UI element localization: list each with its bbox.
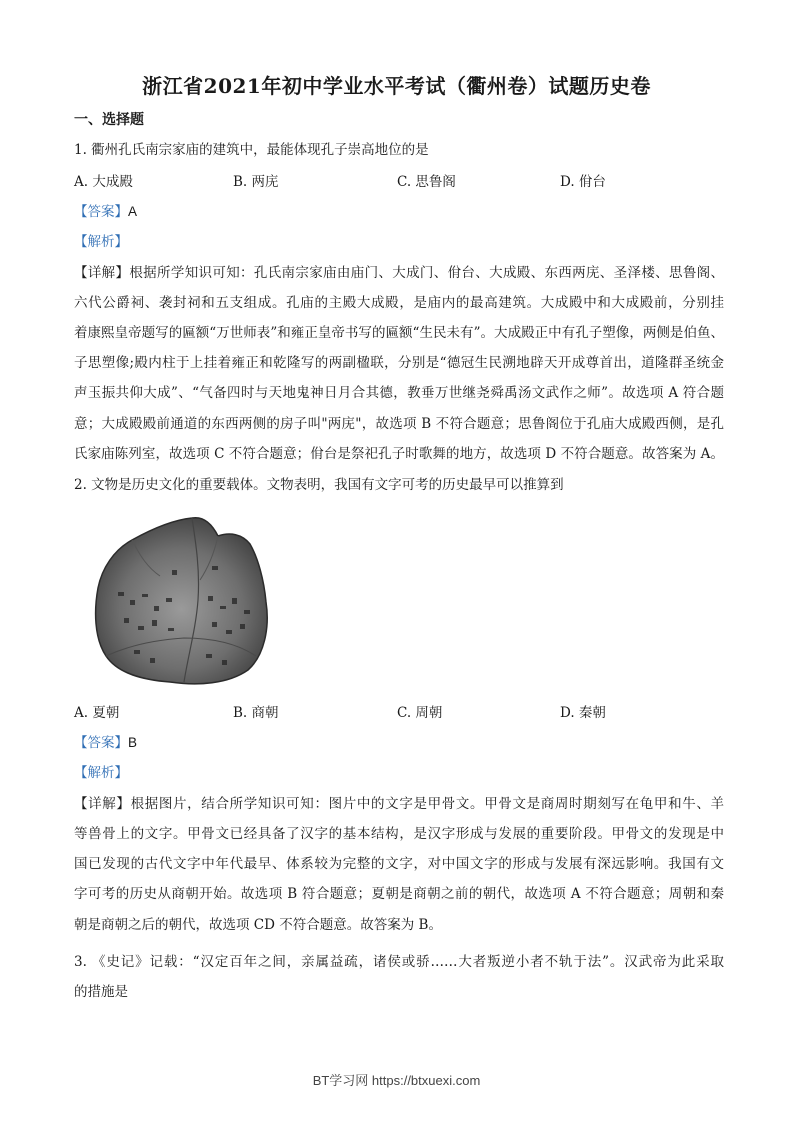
q2-detail-line: 国已发现的古代文字中年代最早、体系较为完整的文字，对中国文字的形成与发展有深远影响。我国有文 <box>74 856 724 872</box>
q2-answer-line <box>74 733 724 753</box>
question-1-stem: 1. 衢州孔氏南宗家庙的建筑中，最能体现孔子崇高地位的是 <box>74 142 429 158</box>
question-2-stem: 2. 文物是历史文化的重要载体。文物表明，我国有文字可考的历史最早可以推算到 <box>74 477 564 493</box>
page-title: 浙江省2021年初中学业水平考试（衢州卷）试题历史卷 <box>142 74 651 98</box>
q1-detail-line: 意；大成殿殿前通道的东西两侧的房子叫"两庑"，故选项 B 不符合题意；思鲁阁位于孔庙大成殿西侧，是孔 <box>74 416 724 432</box>
q1-answer-line <box>74 202 724 222</box>
q2-detail-line: 【详解】根据图片，结合所学知识可知：图片中的文字是甲骨文。甲骨文是商周时期刻写在龟甲和牛、羊 <box>74 796 724 812</box>
q1-detail-line: 【详解】根据所学知识可知：孔氏南宗家庙由庙门、大成门、佾台、大成殿、东西两庑、圣泽楼、思鲁阁、 <box>74 265 724 281</box>
q1-option-d: D. 佾台 <box>560 174 606 190</box>
q1-option-c: C. 思鲁阁 <box>397 174 456 190</box>
question-3-stem-cont: 的措施是 <box>74 984 128 1000</box>
q1-detail-line: 着康熙皇帝题写的匾额“万世师表”和雍正皇帝书写的匾额“生民未有”。大成殿正中有孔子塑像，两侧是伯鱼、 <box>74 325 724 341</box>
q2-option-a: A. 夏朝 <box>74 705 120 721</box>
q2-detail-line: 字可考的历史从商朝开始。故选项 B 符合题意；夏朝是商朝之前的朝代，故选项 A 不符合题意；周朝和秦 <box>74 886 724 902</box>
q1-option-a: A. 大成殿 <box>74 174 133 190</box>
q1-detail-line: 六代公爵祠、袭封祠和五支组成。孔庙的主殿大成殿，是庙内的最高建筑。大成殿中和大成殿前，分别挂 <box>74 295 724 311</box>
answer-tag: 【答案】 <box>74 735 128 751</box>
question-3-stem: 3. 《史记》记载：“汉定百年之间，亲属益疏，诸侯或骄……大者叛逆小者不轨于法”。汉武帝为此采取 <box>74 954 724 970</box>
page-footer: BT学习网 https://btxuexi.com <box>312 1073 481 1088</box>
q1-analysis-tag: 【解析】 <box>74 234 128 250</box>
q2-answer-value: B <box>128 735 138 750</box>
q2-option-b: B. 商朝 <box>233 705 279 721</box>
q1-answer-value: A <box>128 204 138 219</box>
q1-detail-line: 声玉振共仰大成”、“气备四时与天地鬼神日月合其德，教垂万世继尧舜禹汤文武作之师”。故选项 A 符合题 <box>74 385 724 401</box>
section-heading: 一、选择题 <box>74 112 144 128</box>
q1-option-b: B. 两庑 <box>233 174 279 190</box>
q2-detail-line: 朝是商朝之后的朝代，故选项 CD 不符合题意。故答案为 B。 <box>74 917 442 933</box>
q2-option-c: C. 周朝 <box>397 705 443 721</box>
oracle-bone-image <box>88 510 278 690</box>
q2-detail-line: 等兽骨上的文字。甲骨文已经具备了汉字的基本结构，是汉字形成与发展的重要阶段。甲骨文的发现是中 <box>74 826 724 842</box>
q2-analysis-tag: 【解析】 <box>74 765 128 781</box>
q2-option-d: D. 秦朝 <box>560 705 606 721</box>
q1-detail-line: 氏家庙陈列室，故选项 C 不符合题意；佾台是祭祀孔子时歌舞的地方，故选项 D 不符合题意。故答案为 A。 <box>74 446 724 462</box>
answer-tag: 【答案】 <box>74 204 128 220</box>
q1-detail-line: 子思塑像;殿内柱于上挂着雍正和乾隆写的两副楹联，分别是“德冠生民溯地辟天开成尊首出，道隆群圣统金 <box>74 355 724 371</box>
oracle-bone-tortoise-shell-icon <box>88 510 278 690</box>
